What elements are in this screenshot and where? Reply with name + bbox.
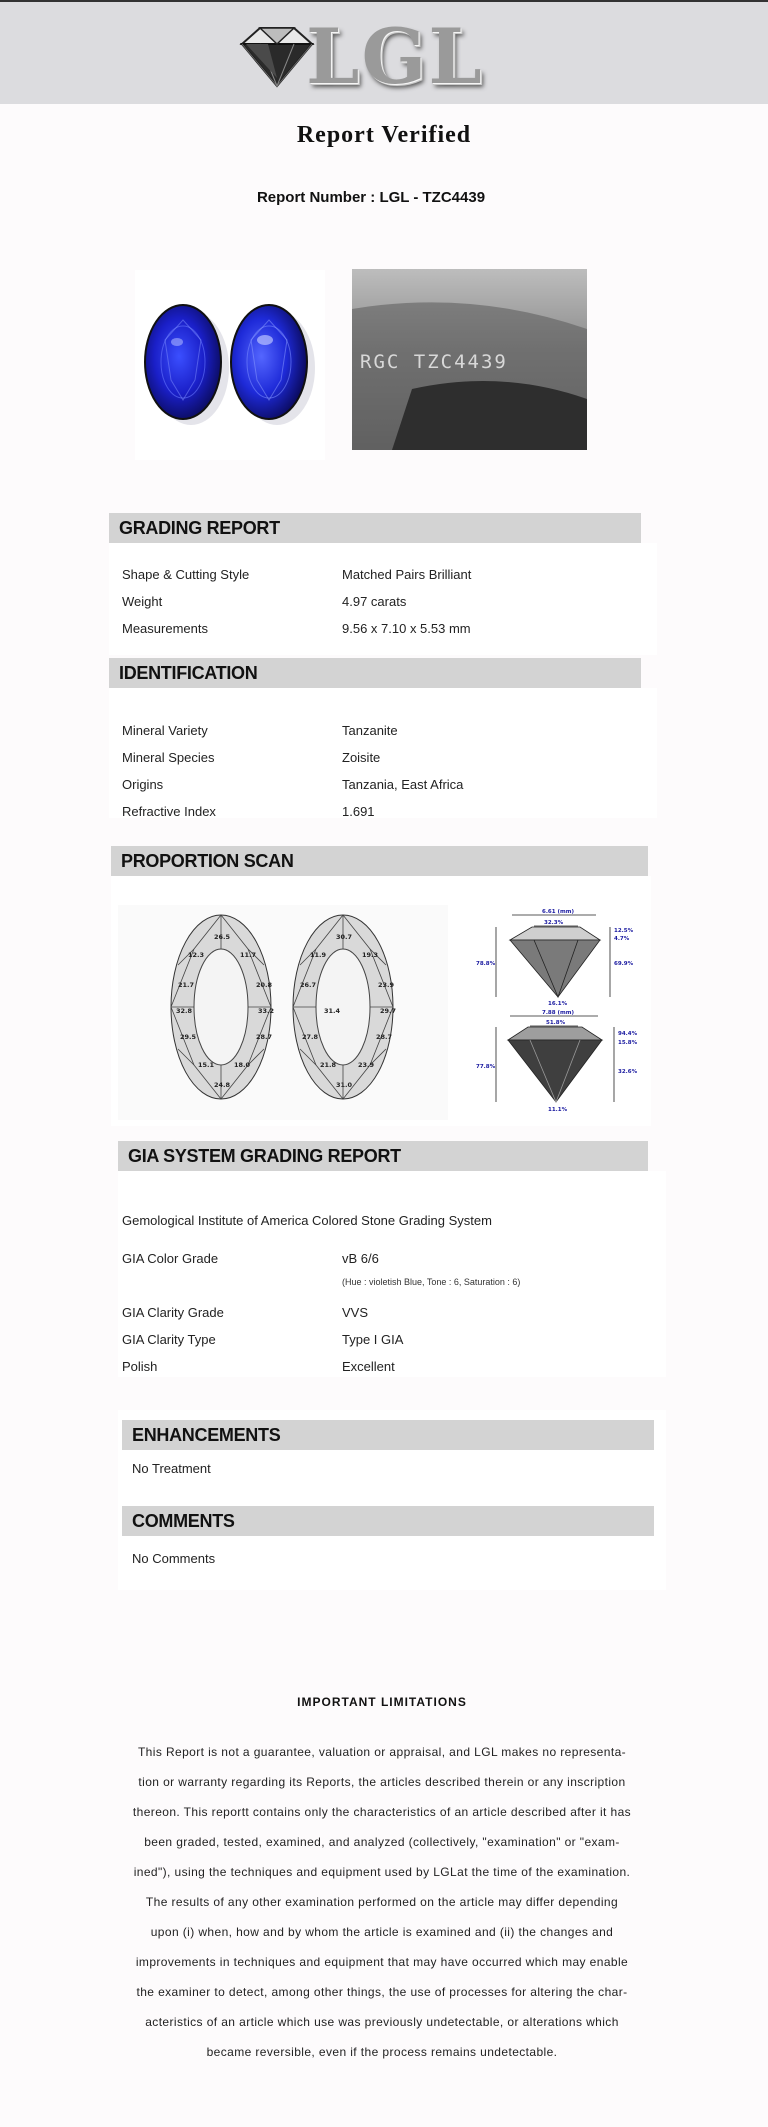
svg-text:24.8: 24.8 bbox=[214, 1081, 231, 1089]
gia-color-note: (Hue : violetish Blue, Tone : 6, Saturation : 6) bbox=[342, 1277, 521, 1287]
bottom-table-label: 51.8% bbox=[546, 1020, 566, 1026]
limitations-text bbox=[112, 1737, 652, 2067]
limitations-line: thereon. This reportt contains only the characteristics of an article described after it has bbox=[132, 1805, 632, 1819]
top-table-label: 32.3% bbox=[544, 920, 564, 926]
svg-text:26.7: 26.7 bbox=[300, 981, 317, 989]
limitations-line: This Report is not a guarantee, valuation or appraisal, and LGL makes no representa- bbox=[137, 1745, 627, 1759]
comments-text: No Comments bbox=[132, 1551, 216, 1566]
gia-subtitle: Gemological Institute of America Colored Stone Grading System bbox=[122, 1213, 492, 1228]
row-label: GIA Clarity Grade bbox=[122, 1305, 224, 1320]
limitations-line: The results of any other examination performed on the article may differ depending bbox=[145, 1895, 619, 1909]
svg-text:18.0: 18.0 bbox=[234, 1061, 251, 1069]
enhancements-text: No Treatment bbox=[132, 1461, 211, 1476]
row-value: VVS bbox=[342, 1305, 369, 1320]
svg-text:29.5: 29.5 bbox=[180, 1033, 197, 1041]
comments-heading: COMMENTS bbox=[122, 1506, 654, 1536]
svg-text:19.3: 19.3 bbox=[362, 951, 379, 959]
row-label: GIA Clarity Type bbox=[122, 1332, 216, 1347]
svg-text:30.7: 30.7 bbox=[336, 933, 353, 941]
top-culet-label: 16.1% bbox=[548, 1001, 568, 1007]
gia-heading: GIA SYSTEM GRADING REPORT bbox=[118, 1141, 648, 1171]
gia-color-label: GIA Color Grade bbox=[122, 1251, 219, 1266]
bottom-left-label: 77.8% bbox=[476, 1064, 496, 1070]
svg-text:15.1: 15.1 bbox=[198, 1061, 215, 1069]
svg-text:31.0: 31.0 bbox=[336, 1081, 353, 1089]
inscription-text: RGC TZC4439 bbox=[360, 351, 508, 373]
svg-text:23.9: 23.9 bbox=[378, 981, 395, 989]
svg-text:20.8: 20.8 bbox=[256, 981, 273, 989]
svg-text:32.8: 32.8 bbox=[176, 1007, 193, 1015]
row-value: Zoisite bbox=[342, 750, 381, 765]
top-depth-label: 78.8% bbox=[476, 961, 496, 967]
bottom-r2-label: 15.8% bbox=[618, 1040, 638, 1046]
limitations-line: tion or warranty regarding its Reports, the articles described therein or any inscription bbox=[138, 1775, 626, 1789]
proportion-scan-heading: PROPORTION SCAN bbox=[111, 846, 648, 876]
limitations-line: improvements in techniques and equipment that may have occurred which may enable bbox=[135, 1955, 629, 1969]
row-label: Refractive Index bbox=[122, 804, 216, 819]
row-value: 4.97 carats bbox=[342, 594, 407, 609]
svg-text:12.3: 12.3 bbox=[188, 951, 205, 959]
top-pavilion-label: 69.9% bbox=[614, 961, 634, 967]
limitations-heading: IMPORTANT LIMITATIONS bbox=[297, 1695, 467, 1709]
svg-text:31.4: 31.4 bbox=[324, 1007, 341, 1015]
row-label: Mineral Variety bbox=[122, 723, 208, 738]
row-value: Tanzanite bbox=[342, 723, 398, 738]
report-number: Report Number : LGL - TZC4439 bbox=[256, 189, 486, 206]
grading-report-panel bbox=[109, 543, 657, 655]
site-header bbox=[0, 2, 768, 104]
row-label: Origins bbox=[122, 777, 164, 792]
limitations-line: been graded, tested, examined, and analyzed (collectively, "examination" or "exam- bbox=[144, 1835, 620, 1849]
bottom-culet-label: 11.1% bbox=[548, 1107, 568, 1113]
svg-text:33.2: 33.2 bbox=[258, 1007, 275, 1015]
svg-text:28.7: 28.7 bbox=[376, 1033, 393, 1041]
svg-text:27.8: 27.8 bbox=[302, 1033, 319, 1041]
row-label: Weight bbox=[122, 594, 163, 609]
facet-diagram bbox=[118, 905, 448, 1120]
svg-text:29.7: 29.7 bbox=[380, 1007, 397, 1015]
row-value: Matched Pairs Brilliant bbox=[342, 567, 472, 582]
gem-photo bbox=[135, 270, 325, 460]
svg-text:23.9: 23.9 bbox=[358, 1061, 375, 1069]
bottom-width-label: 7.88 (mm) bbox=[542, 1010, 574, 1016]
top-width-label: 6.61 (mm) bbox=[542, 909, 574, 915]
row-label: Shape & Cutting Style bbox=[122, 567, 250, 582]
top-girdle-label: 4.7% bbox=[614, 936, 630, 942]
svg-text:26.5: 26.5 bbox=[214, 933, 231, 941]
row-value: Excellent bbox=[342, 1359, 395, 1374]
profile-diagram bbox=[474, 905, 644, 1121]
inscription-photo bbox=[352, 269, 587, 450]
identification-panel bbox=[109, 688, 657, 818]
svg-text:28.7: 28.7 bbox=[256, 1033, 273, 1041]
bottom-r3-label: 32.6% bbox=[618, 1069, 638, 1075]
row-label: Measurements bbox=[122, 621, 208, 636]
page-title: Report Verified bbox=[296, 122, 472, 148]
svg-text:11.9: 11.9 bbox=[310, 951, 327, 959]
enhancements-heading: ENHANCEMENTS bbox=[122, 1420, 654, 1450]
limitations-line: upon (i) when, how and by whom the article is examined and (ii) the changes and bbox=[150, 1925, 614, 1939]
row-value: 1.691 bbox=[342, 804, 375, 819]
limitations-line: acteristics of an article which use was previously undetectable, or alterations which bbox=[145, 2015, 619, 2029]
limitations-line: became reversible, even if the process remains undetectable. bbox=[206, 2045, 558, 2059]
row-value: Tanzania, East Africa bbox=[342, 777, 464, 792]
row-value: 9.56 x 7.10 x 5.53 mm bbox=[342, 621, 471, 636]
svg-text:11.7: 11.7 bbox=[240, 951, 257, 959]
svg-text:21.7: 21.7 bbox=[178, 981, 195, 989]
gia-panel bbox=[118, 1171, 666, 1377]
limitations-line: the examiner to detect, among other things, the use of processes for altering the char- bbox=[136, 1985, 628, 1999]
row-label: Polish bbox=[122, 1359, 158, 1374]
bottom-r1-label: 94.4% bbox=[618, 1031, 638, 1037]
limitations-line: ined"), using the techniques and equipment used by LGLat the time of the examination. bbox=[133, 1865, 631, 1879]
identification-heading: IDENTIFICATION bbox=[109, 658, 641, 688]
gia-color-value: vB 6/6 bbox=[342, 1251, 379, 1266]
svg-text:21.8: 21.8 bbox=[320, 1061, 337, 1069]
row-label: Mineral Species bbox=[122, 750, 215, 765]
row-value: Type I GIA bbox=[342, 1332, 404, 1347]
logo-text: LGL bbox=[306, 12, 484, 101]
lgl-logo[interactable] bbox=[232, 12, 492, 101]
grading-report-heading: GRADING REPORT bbox=[109, 513, 641, 543]
top-crown-label: 12.5% bbox=[614, 928, 634, 934]
